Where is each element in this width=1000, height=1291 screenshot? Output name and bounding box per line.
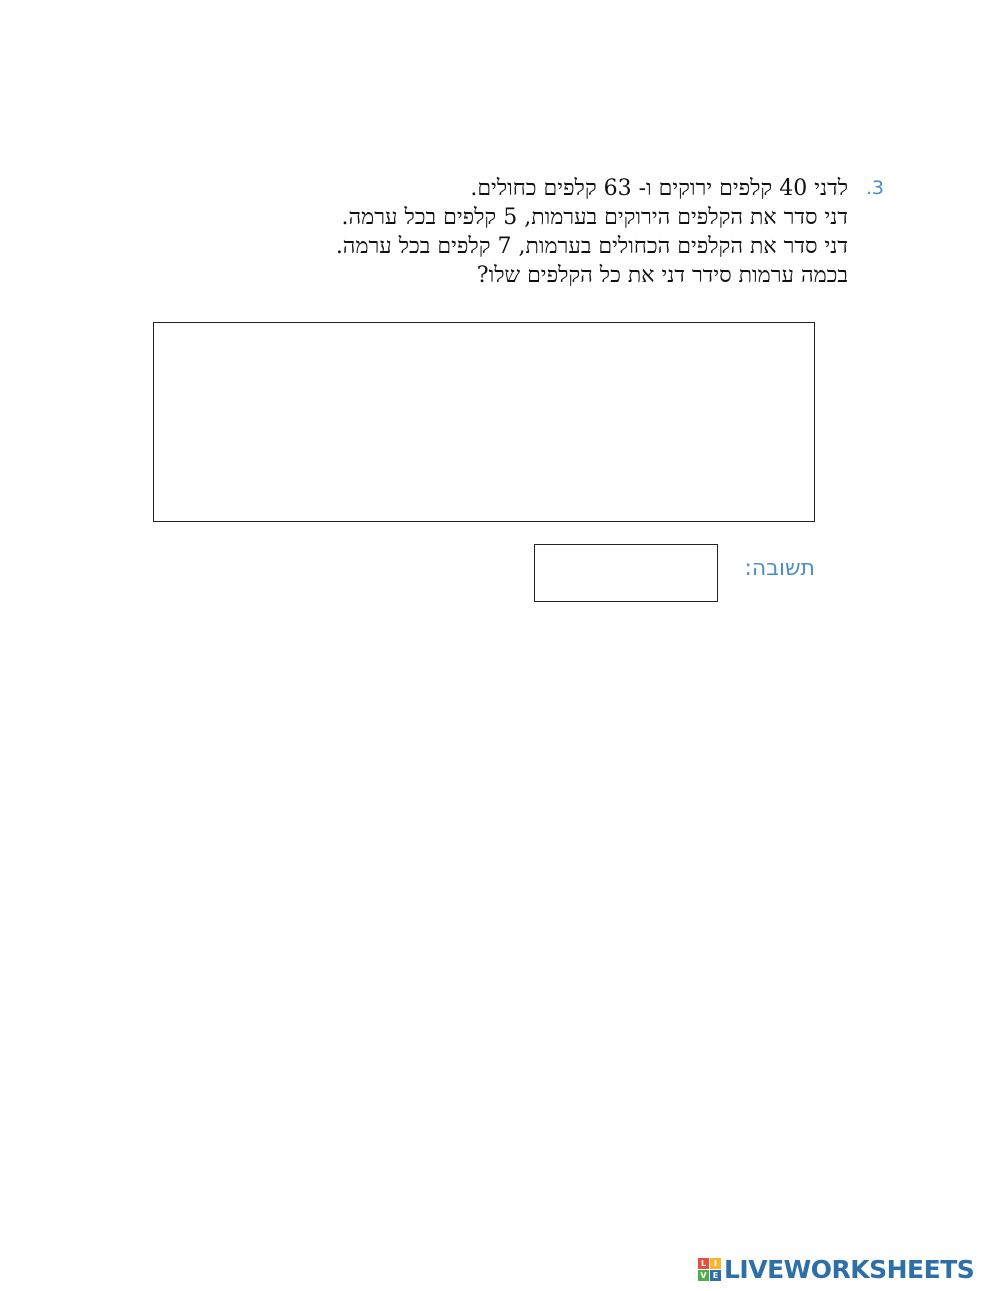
logo-mark-icon — [698, 1258, 721, 1281]
logo-mark-letter: L — [698, 1258, 709, 1269]
logo-mark-letter: I — [710, 1258, 721, 1269]
logo-text: LIVEWORKSHEETS — [724, 1255, 975, 1284]
answer-input-box[interactable] — [534, 544, 718, 602]
liveworksheets-logo — [698, 1255, 974, 1284]
question-line-4: בכמה ערמות סידר דני את כל הקלפים שלו? — [476, 263, 848, 288]
question-line-3: דני סדר את הקלפים הכחולים בערמות, 7 קלפים בכל ערמה. — [335, 234, 848, 259]
question-line-2: דני סדר את הקלפים הירוקים בערמות, 5 קלפים בכל ערמה. — [341, 205, 848, 230]
question-row — [128, 174, 884, 290]
logo-mark-letter: E — [710, 1270, 721, 1281]
question-block — [128, 174, 884, 290]
question-text — [128, 174, 848, 290]
answer-label: תשובה: — [744, 556, 815, 581]
logo-mark-letter: V — [698, 1270, 709, 1281]
question-number: 3. — [865, 177, 884, 199]
question-line-1: לדני 40 קלפים ירוקים ו- 63 קלפים כחולים. — [470, 176, 848, 201]
work-area-box[interactable] — [153, 322, 815, 522]
